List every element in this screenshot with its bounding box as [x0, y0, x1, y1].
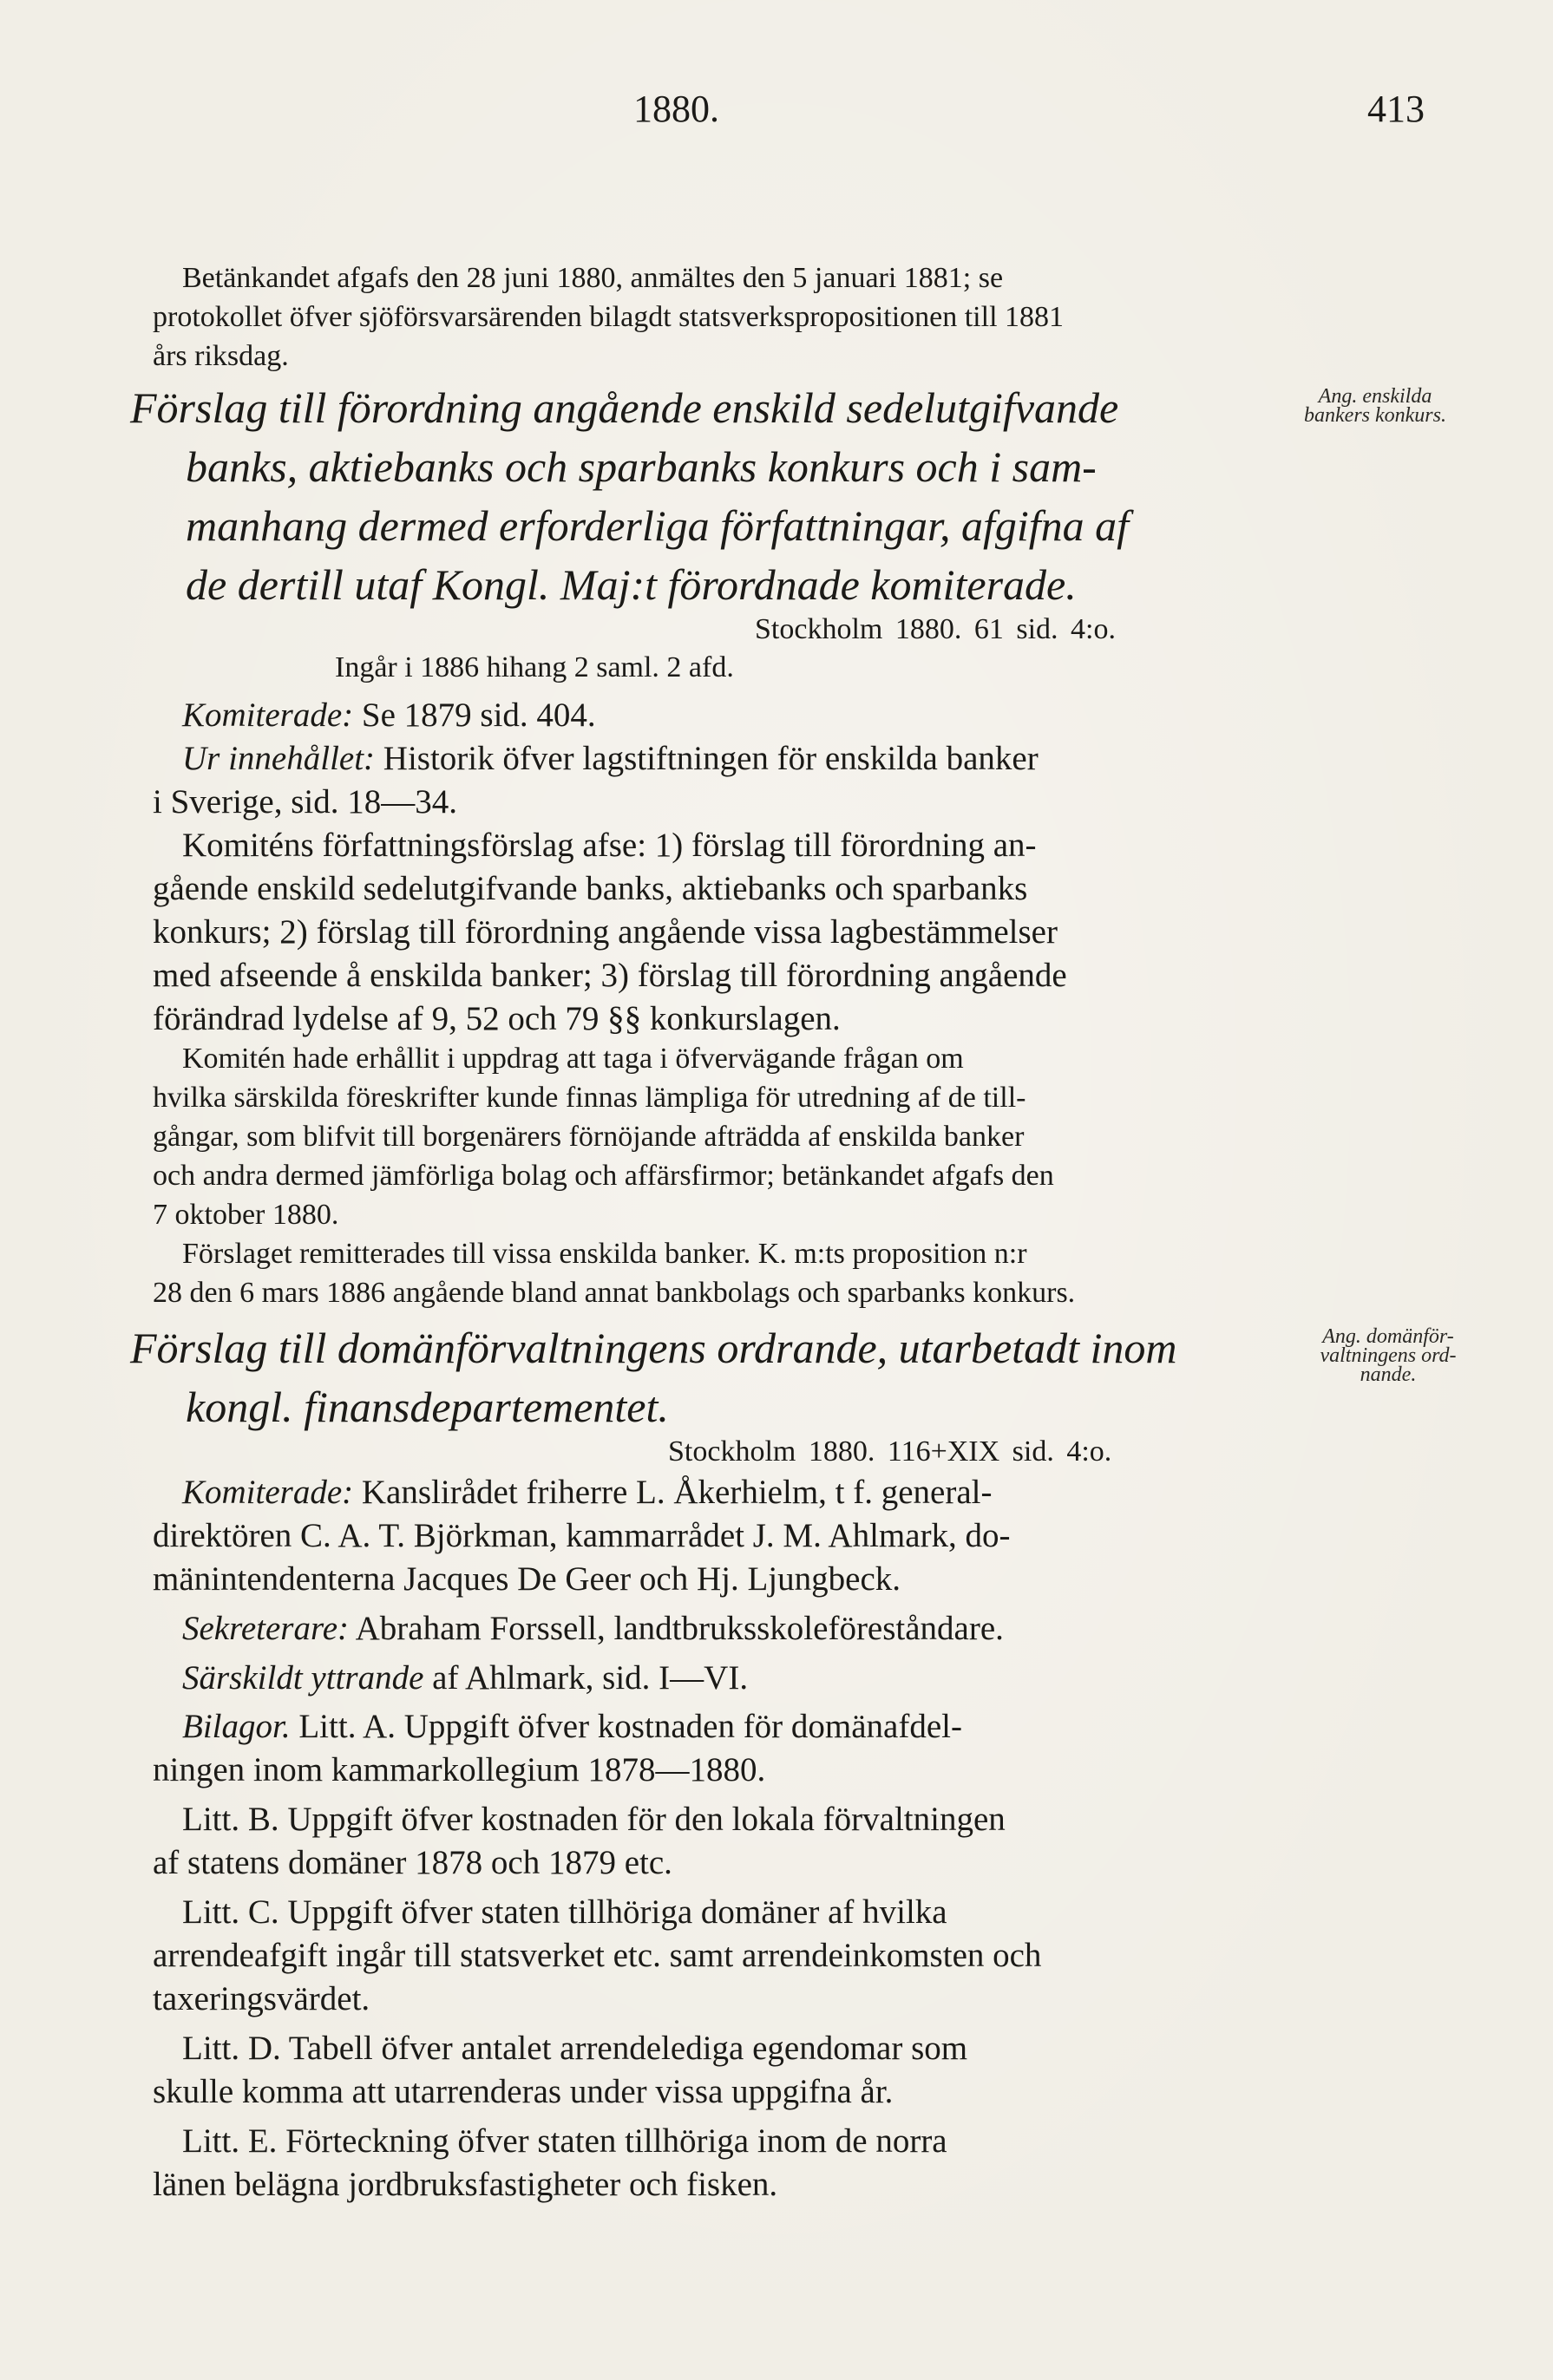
section1-title-line: banks, aktiebanks och sparbanks konkurs och i sam-	[186, 442, 1097, 491]
intro-line: års riksdag.	[153, 340, 289, 372]
margin-note-line: nande.	[1360, 1363, 1417, 1386]
komiterade-text: Kanslirådet friherre L. Åkerhielm, t f. general-	[353, 1474, 993, 1511]
sekreterare-text: Abraham Forssell, landtbruksskoleföreståndare.	[349, 1610, 1004, 1647]
page-number: 413	[1367, 88, 1425, 130]
section2-bilagor-line: ningen inom kammarkollegium 1878—1880.	[153, 1751, 766, 1788]
margin-note-line: valtningens ord-	[1320, 1344, 1457, 1367]
section2-bilagor-line: af statens domäner 1878 och 1879 etc.	[153, 1844, 672, 1881]
section2-bilagor-line: länen belägna jordbruksfastigheter och fisken.	[153, 2166, 778, 2203]
section2-publication: Stockholm 1880. 116+XIX sid. 4:o.	[668, 1435, 1112, 1468]
section1-paragraph-line: hvilka särskilda föreskrifter kunde finnas lämpliga för utredning af de till-	[153, 1082, 1026, 1114]
sarskildt-label: Särskildt yttrande	[182, 1659, 424, 1697]
section2-bilagor-line: taxeringsvärdet.	[153, 1980, 370, 2017]
margin-note-line: Ang. enskilda	[1318, 385, 1432, 408]
margin-note-line: bankers konkurs.	[1304, 404, 1446, 427]
section1-paragraph-line: gående enskild sedelutgifvande banks, aktiebanks och sparbanks	[153, 870, 1028, 907]
margin-note-line: Ang. domänför-	[1322, 1325, 1454, 1348]
section1-title-line: Förslag till förordning angående enskild sedelutgifvande	[130, 383, 1119, 432]
sarskildt-text: af Ahlmark, sid. I—VI.	[423, 1659, 749, 1697]
innehallet-label: Ur innehållet:	[182, 740, 376, 777]
section1-title-line: manhang dermed erforderliga författningar, afgifna af	[186, 501, 1130, 550]
section1-publication: Stockholm 1880. 61 sid. 4:o.	[755, 613, 1116, 645]
page-year: 1880.	[633, 88, 719, 130]
section2-margin-note	[1301, 1327, 1475, 1384]
section1-paragraph-line: gångar, som blifvit till borgenärers förnöjande afträdda af enskilda banker	[153, 1121, 1025, 1153]
section1-paragraph-line: Komitén hade erhållit i uppdrag att taga i öfvervägande frågan om	[182, 1043, 964, 1075]
section2-komiterade-line: direktören C. A. T. Björkman, kammarrådet J. M. Ahlmark, do-	[153, 1517, 1011, 1554]
section1-paragraph-line: 7 oktober 1880.	[153, 1199, 339, 1231]
section1-innehallet	[182, 737, 1039, 781]
section1-included: Ingår i 1886 hihang 2 saml. 2 afd.	[335, 651, 734, 683]
section2-bilagor	[182, 1705, 962, 1749]
komiterade-text: Se 1879 sid. 404.	[353, 696, 596, 734]
section1-komiterade	[182, 694, 596, 737]
section2-sekreterare	[182, 1607, 1004, 1651]
bilagor-litt-a: Litt. A. Uppgift öfver kostnaden för domänafdel-	[290, 1708, 962, 1745]
section1-paragraph-line: förändrad lydelse af 9, 52 och 79 §§ konkurslagen.	[153, 1000, 841, 1037]
section1-paragraph-line: 28 den 6 mars 1886 angående bland annat bankbolags och sparbanks konkurs.	[153, 1277, 1076, 1309]
bilagor-label: Bilagor.	[182, 1708, 291, 1745]
section2-bilagor-line: Litt. E. Förteckning öfver staten tillhöriga inom de norra	[182, 2122, 947, 2160]
section1-paragraph-line: med afseende å enskilda banker; 3) förslag till förordning angående	[153, 957, 1067, 994]
section2-bilagor-line: Litt. C. Uppgift öfver staten tillhöriga domäner af hvilka	[182, 1893, 947, 1931]
section1-innehallet-line: i Sverige, sid. 18—34.	[153, 783, 457, 821]
section2-title-line: Förslag till domänförvaltningens ordrande, utarbetadt inom	[130, 1324, 1177, 1372]
innehallet-text: Historik öfver lagstiftningen för enskilda banker	[375, 740, 1039, 777]
section1-paragraph-line: och andra dermed jämförliga bolag och affärsfirmor; betänkandet afgafs den	[153, 1160, 1054, 1192]
section2-bilagor-line: Litt. B. Uppgift öfver kostnaden för den lokala förvaltningen	[182, 1801, 1006, 1838]
section2-title-line: kongl. finansdepartementet.	[186, 1383, 669, 1431]
section2-bilagor-line: Litt. D. Tabell öfver antalet arrendelediga egendomar som	[182, 2030, 968, 2067]
section1-paragraph-line: Förslaget remitterades till vissa enskilda banker. K. m:ts proposition n:r	[182, 1238, 1027, 1270]
section1-margin-note	[1275, 387, 1475, 425]
komiterade-label: Komiterade:	[182, 696, 354, 734]
komiterade-label: Komiterade:	[182, 1474, 354, 1511]
intro-line: Betänkandet afgafs den 28 juni 1880, anmältes den 5 januari 1881; se	[182, 262, 1004, 294]
section1-paragraph-line: Komiténs författningsförslag afse: 1) förslag till förordning an-	[182, 827, 1037, 864]
section1-paragraph-line: konkurs; 2) förslag till förordning angående vissa lagbestämmelser	[153, 913, 1058, 951]
section2-bilagor-line: arrendeafgift ingår till statsverket etc. samt arrendeinkomsten och	[153, 1937, 1042, 1974]
section2-komiterade	[182, 1471, 992, 1514]
section2-bilagor-line: skulle komma att utarrenderas under vissa uppgifna år.	[153, 2073, 894, 2110]
sekreterare-label: Sekreterare:	[182, 1610, 350, 1647]
section2-sarskildt	[182, 1657, 748, 1700]
section1-title-line: de dertill utaf Kongl. Maj:t förordnade komiterade.	[186, 560, 1077, 609]
intro-line: protokollet öfver sjöförsvarsärenden bilagdt statsverkspropositionen till 1881	[153, 301, 1065, 333]
section2-komiterade-line: mänintendenterna Jacques De Geer och Hj. Ljungbeck.	[153, 1560, 901, 1598]
